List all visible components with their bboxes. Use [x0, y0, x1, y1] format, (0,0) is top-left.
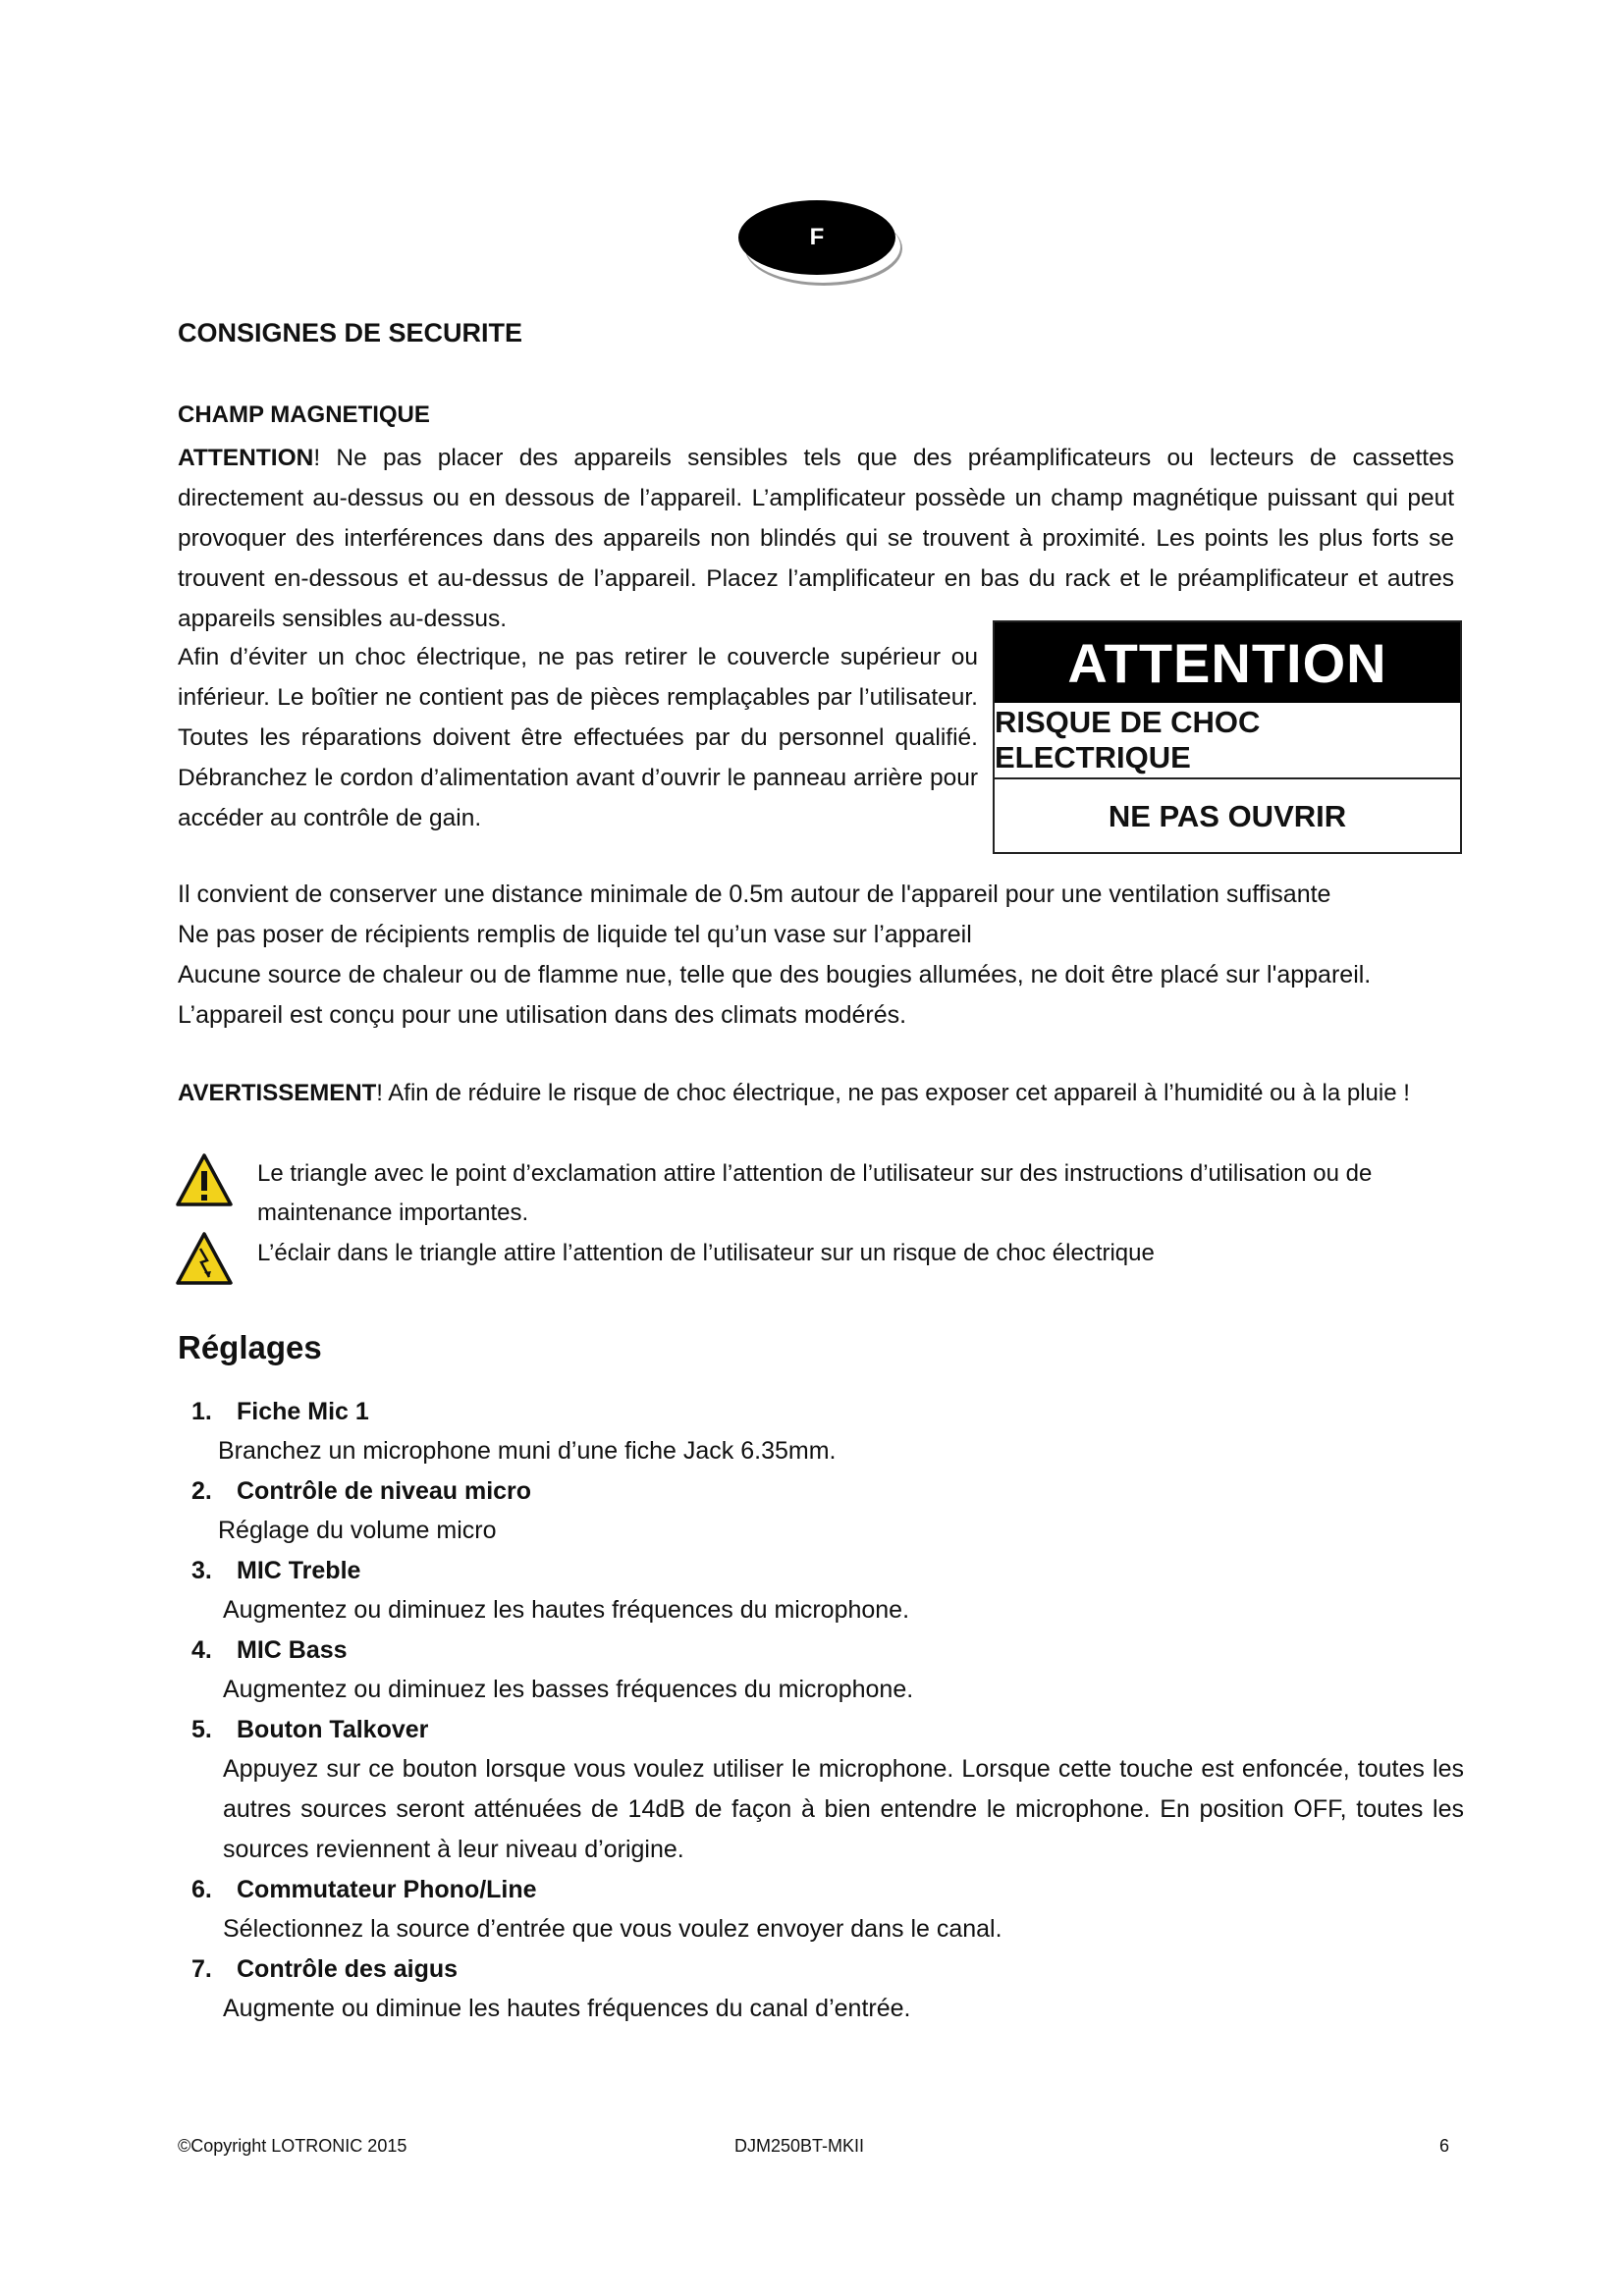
item-description: Augmente ou diminue les hautes fréquences du canal d’entrée.: [223, 1995, 911, 2022]
warning-box: [993, 620, 1462, 854]
item-number: 3.: [191, 1557, 212, 1584]
list-item: [178, 1870, 1464, 1949]
item-description: Sélectionnez la source d’entrée que vous voulez envoyer dans le canal.: [223, 1915, 1002, 1943]
item-title: MIC Treble: [237, 1557, 361, 1584]
exclamation-triangle-icon: [175, 1152, 234, 1207]
footer-page-number: 6: [1439, 2136, 1450, 2156]
list-item: [178, 1630, 1464, 1710]
magnetic-text: ! Ne pas placer des appareils sensibles tels que des préamplificateurs ou lecteurs de cassettes directement au-dessus ou en dessous de l’appareil. L’amplificateur possède un champ magnétique puissant qui peut provoquer des interférences dans des appareils non blindés qui se trouvent à proximité. Les points les plus forts se trouvent en-dessous et au-dessus de l’appareil. Placez l’amplificateur en bas du rack et le préamplificateur et autres appareils sensibles au-dessus.: [178, 445, 1454, 632]
avertissement-lead: AVERTISSEMENT: [178, 1080, 377, 1106]
section-heading-reglages: Réglages: [178, 1329, 322, 1365]
safety-line: L’appareil est conçu pour une utilisation dans des climats modérés.: [178, 1001, 907, 1029]
item-description: Appuyez sur ce bouton lorsque vous voulez utiliser le microphone. Lorsque cette touche est enfoncée, toutes les autres sources seront atténuées de 14dB de façon à bien entendre le microphone. En position OFF, toutes les sources reviennent à leur niveau d’origine.: [223, 1755, 1464, 1863]
list-item: [178, 1392, 1464, 1471]
warning-box-do-not-open: NE PAS OUVRIR: [1108, 799, 1347, 833]
item-number: 4.: [191, 1636, 212, 1664]
paragraph-electric-shock: Afin d’éviter un choc électrique, ne pas retirer le couvercle supérieur ou inférieur. Le boîtier ne contient pas de pièces remplaçables par l’utilisateur. Toutes les réparations doivent être effectuées par du personnel qualifié. Débranchez le cordon d’alimentation avant d’ouvrir le panneau arrière pour accéder au contrôle de gain.: [178, 644, 978, 831]
item-title: Fiche Mic 1: [237, 1398, 369, 1425]
avertissement-text: ! Afin de réduire le risque de choc électrique, ne pas exposer cet appareil à l’humidité ou à la pluie !: [376, 1080, 1410, 1106]
item-number: 7.: [191, 1955, 212, 1983]
list-item: [178, 1949, 1464, 2029]
symbol-text-exclamation: Le triangle avec le point d’exclamation attire l’attention de l’utilisateur sur des instructions d’utilisation ou de maintenance importantes.: [257, 1160, 1373, 1226]
lightning-triangle-icon: [175, 1231, 234, 1286]
list-item: [178, 1471, 1464, 1551]
item-title: Bouton Talkover: [237, 1716, 429, 1743]
item-title: Contrôle des aigus: [237, 1955, 459, 1983]
item-description: Réglage du volume micro: [218, 1517, 497, 1544]
item-description: Augmentez ou diminuez les basses fréquences du microphone.: [223, 1676, 914, 1703]
item-description: Branchez un microphone muni d’une fiche Jack 6.35mm.: [218, 1437, 837, 1465]
safety-line: Aucune source de chaleur ou de flamme nue, telle que des bougies allumées, ne doit être placé sur l'appareil.: [178, 961, 1372, 988]
language-badge: [738, 200, 895, 275]
item-number: 2.: [191, 1477, 212, 1505]
item-title: MIC Bass: [237, 1636, 348, 1664]
subheading-magnetic-field: CHAMP MAGNETIQUE: [178, 401, 430, 428]
language-badge-label: F: [809, 224, 825, 250]
safety-line: Ne pas poser de récipients remplis de liquide tel qu’un vase sur l’appareil: [178, 921, 972, 948]
item-title: Commutateur Phono/Line: [237, 1876, 537, 1903]
safety-lines: [178, 875, 1474, 1036]
item-number: 5.: [191, 1716, 212, 1743]
safety-line: Il convient de conserver une distance minimale de 0.5m autour de l'appareil pour une ventilation suffisante: [178, 881, 1331, 908]
reglages-list: [178, 1392, 1464, 2029]
warning-box-title: ATTENTION: [995, 622, 1460, 703]
symbol-text-lightning: L’éclair dans le triangle attire l’attention de l’utilisateur sur un risque de choc électrique: [257, 1240, 1155, 1266]
warning-box-risk: RISQUE DE CHOC ELECTRIQUE: [995, 703, 1460, 779]
item-title: Contrôle de niveau micro: [237, 1477, 532, 1505]
footer-copyright: ©Copyright LOTRONIC 2015: [178, 2136, 407, 2156]
paragraph-magnetic-field: [178, 438, 1454, 639]
footer-model: DJM250BT-MKII: [734, 2136, 865, 2156]
list-item: [178, 1551, 1464, 1630]
section-heading-safety: CONSIGNES DE SECURITE: [178, 318, 523, 347]
item-number: 6.: [191, 1876, 212, 1903]
item-description: Augmentez ou diminuez les hautes fréquences du microphone.: [223, 1596, 910, 1624]
item-number: 1.: [191, 1398, 212, 1425]
attention-lead: ATTENTION: [178, 445, 314, 471]
paragraph-avertissement: [178, 1073, 1410, 1113]
list-item: [178, 1710, 1464, 1870]
